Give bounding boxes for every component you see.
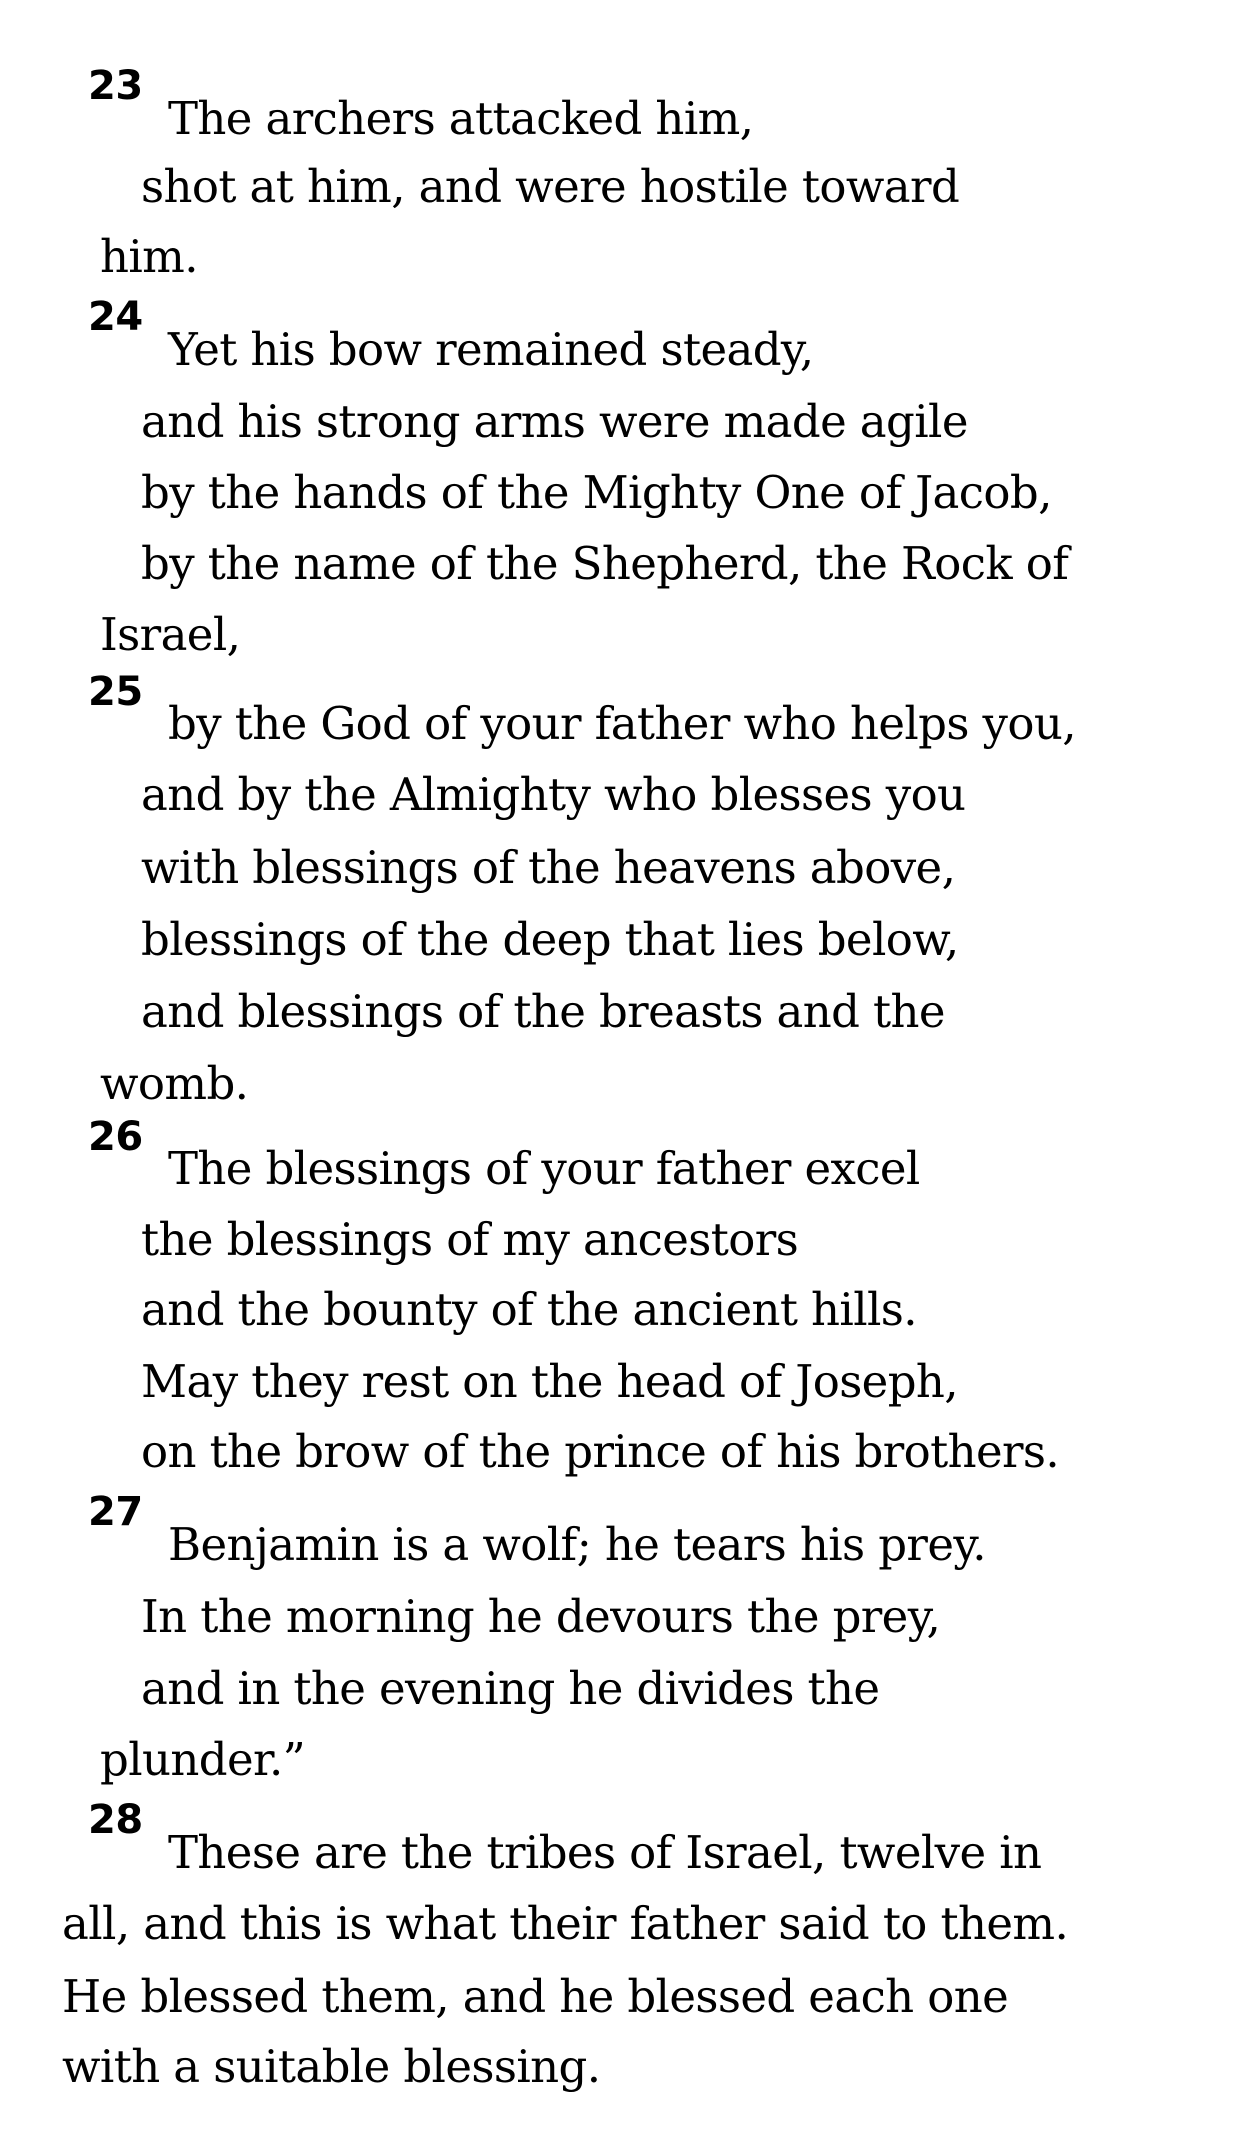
verse-line: May they rest on the head of Joseph, — [141, 1355, 959, 1408]
verse-line: In the morning he devours the prey, — [141, 1590, 941, 1643]
verse-line: all, and this is what their father said to them. — [62, 1897, 1069, 1950]
verse-line: on the brow of the prince of his brothers. — [141, 1425, 1060, 1478]
verse-line: and in the evening he divides the — [141, 1662, 880, 1715]
verse-line: The archers attacked him, — [168, 92, 754, 145]
verse-line: with a suitable blessing. — [62, 2040, 601, 2093]
verse-number: 28 — [88, 1797, 143, 1843]
verse-line: and blessings of the breasts and the — [141, 985, 945, 1038]
verse-line: and the bounty of the ancient hills. — [141, 1283, 918, 1336]
verse-line: and his strong arms were made agile — [141, 395, 968, 448]
verse-line: the blessings of my ancestors — [141, 1213, 799, 1266]
verse-line: by the hands of the Mighty One of Jacob, — [141, 466, 1052, 519]
verse-number: 26 — [88, 1114, 143, 1160]
verse-line: by the name of the Shepherd, the Rock of — [141, 537, 1069, 590]
verse-line: with blessings of the heavens above, — [141, 841, 956, 894]
verse-line: He blessed them, and he blessed each one — [62, 1970, 1009, 2023]
verse-number: 24 — [88, 294, 143, 340]
verse-number: 23 — [88, 63, 143, 109]
verse-line: The blessings of your father excel — [168, 1142, 920, 1195]
verse-line: shot at him, and were hostile toward — [141, 160, 960, 213]
verse-line: by the God of your father who helps you, — [168, 697, 1076, 750]
verse-line: These are the tribes of Israel, twelve in — [168, 1826, 1042, 1879]
verse-line: him. — [100, 230, 198, 283]
verse-line: Benjamin is a wolf; he tears his prey. — [168, 1518, 986, 1571]
verse-line: womb. — [100, 1057, 249, 1110]
verse-line: plunder.” — [100, 1733, 306, 1786]
verse-number: 27 — [88, 1489, 143, 1535]
verse-number: 25 — [88, 669, 143, 715]
verse-line: blessings of the deep that lies below, — [141, 913, 959, 966]
verse-line: Israel, — [100, 608, 241, 661]
verse-line: Yet his bow remained steady, — [168, 323, 814, 376]
verse-line: and by the Almighty who blesses you — [141, 768, 966, 821]
